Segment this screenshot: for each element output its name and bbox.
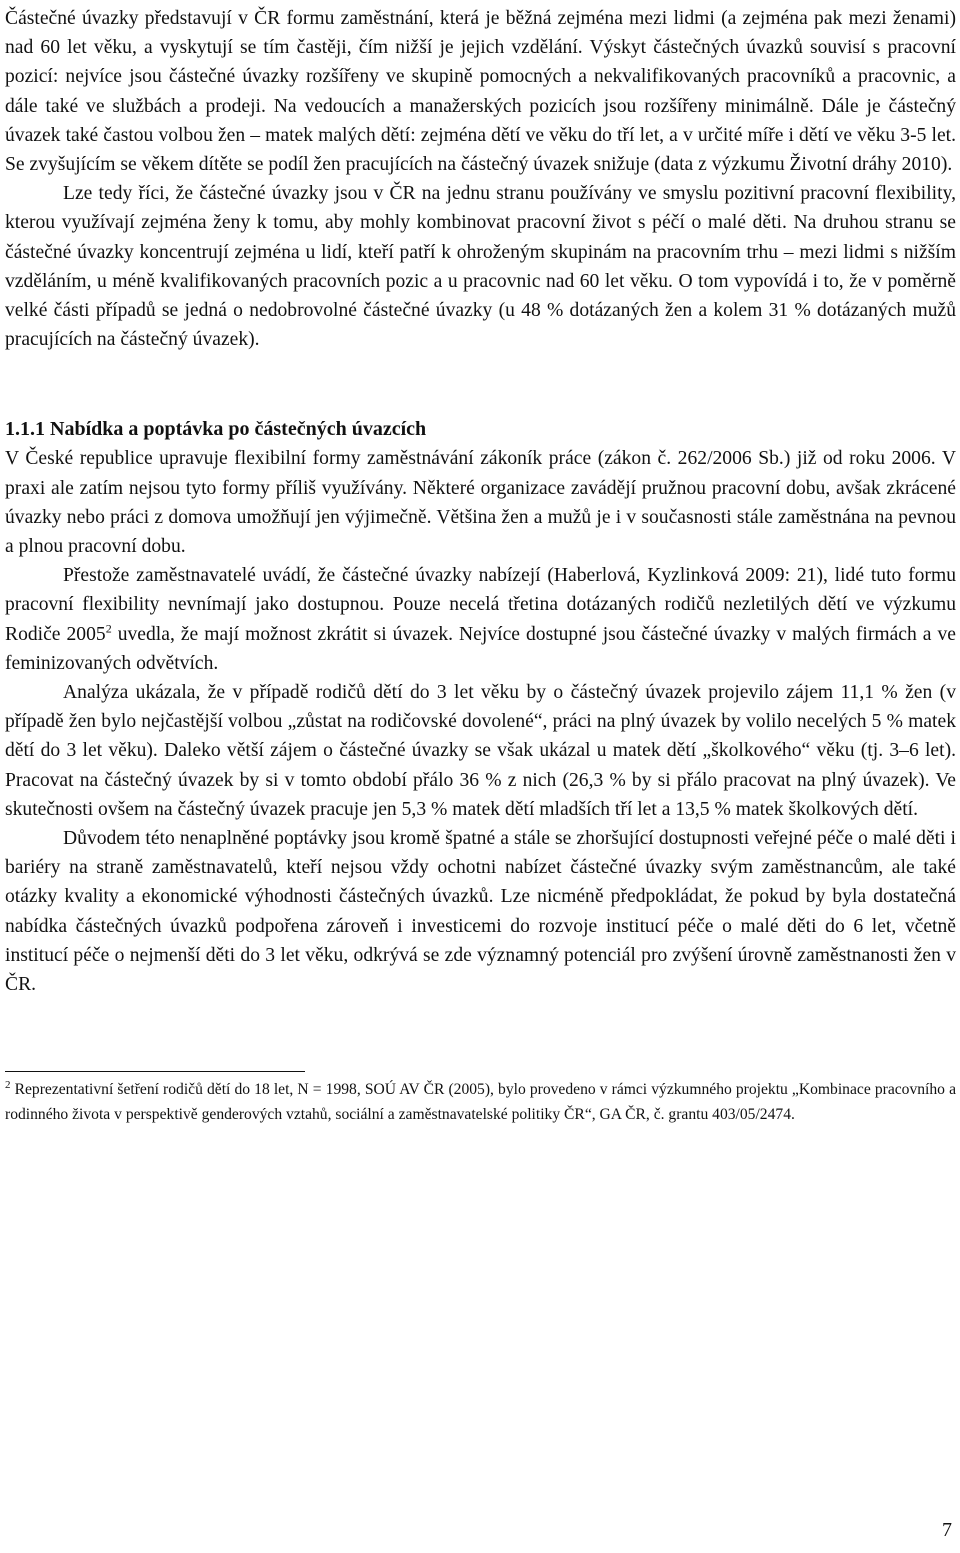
paragraph-part-time-overview: Částečné úvazky představují v ČR formu zaměstnání, která je běžná zejména mezi lidmi (a zejména pak mezi ženami) nad 60 let věku, a vyskytují se tím častěji, čím nižší je jejich vzdělání. Výskyt částečných úvazků souvisí s pracovní pozicí: nejvíce jsou částečné úvazky rozšířeny ve skupině pomocných a nekvalifikovaných pracovníků a pracovnic, a dále také ve službách a prodeji. Na vedoucích a manažerských pozicích jsou rozšířeny minimálně. Dále je částečný úvazek také častou volbou žen – matek malých dětí: zejména dětí ve věku do tří let, a v určité míře i dětí ve věku 3-5 let. Se zvyšujícím se věkem dítěte se podíl žen pracujících na částečný úvazek snižuje (data z výzkumu Životní dráhy 2010). [5,8,956,176]
section-heading: 1.1.1 Nabídka a poptávka po částečných úvazcích [5,418,427,441]
document-page [5,4,956,1127]
footnote-text: Reprezentativní šetření rodičů dětí do 18 let, N = 1998, SOÚ AV ČR (2005), bylo provedeno v rámci výzkumného projektu „Kombinace pracovního a rodinného života v perspektivě genderových vztahů, sociální a zaměstnavatelské politiky ČR“, GA ČR, č. grantu 403/05/2474. [5,1081,956,1123]
paragraph-employers [5,561,956,678]
paragraph-demand-reasons: Důvodem této nenaplněné poptávky jsou kromě špatné a stále se zhoršující dostupnosti veřejné péče o malé děti i bariéry na straně zaměstnavatelů, kteří nejsou vždy ochotni nabízet částečné úvazky svým zaměstnancům, ale také otázky kvality a ekonomické výhodnosti částečných úvazků. Lze nicméně předpokládat, že pokud by byla dostatečná nabídka částečných úvazků podpořena zároveň i investicemi do rozvoje institucí péče o malé děti do 6 let, včetně institucí péče o nejmenší děti do 3 let věku, odkrývá se zde významný potenciál pro zvýšení úrovně zaměstnanosti žen v ČR. [5,828,956,996]
footnote-divider [5,1071,305,1072]
footnote [5,1078,956,1127]
paragraph-employers-text-2: uvedla, že mají možnost zkrátit si úvazek. Nejvíce dostupné jsou částečné úvazky v malých firmách a ve feminizovaných odvětvích. [5,623,956,674]
page-number: 7 [942,1519,952,1541]
paragraph-employers-text-1: Přestože zaměstnavatelé uvádí, že částečné úvazky nabízejí (Haberlová, Kyzlinková 2009: 21), lidé tuto formu pracovní flexibility nevnímají jako dostupnou. Pouze necelá třetina dotázaných rodičů nezletilých dětí ve výzkumu Rodiče 2005 [5,565,956,645]
footnote-reference[interactable]: 2 [105,621,112,636]
footnote-number: 2 [5,1079,11,1092]
paragraph-flexibility: Lze tedy říci, že částečné úvazky jsou v ČR na jednu stranu používány ve smyslu pozitivní pracovní flexibility, kterou využívají zejména ženy k tomu, aby mohly kombinovat pracovní život s péčí o malé děti. Na druhou stranu se částečné úvazky koncentrují zejména u lidí, kteří patří k ohroženým skupinám na pracovním trhu – mezi lidmi s nižším vzděláním, u méně kvalifikovaných pracovních pozic a u pracovnic nad 60 let věku. O tom vypovídá i to, že v poměrně velké části případů se jedná o nedobrovolné částečné úvazky (u 48 % dotázaných žen a kolem 31 % dotázaných mužů pracujících na částečný úvazek). [5,183,956,351]
paragraph-analysis: Analýza ukázala, že v případě rodičů dětí do 3 let věku by o částečný úvazek projevilo zájem 11,1 % žen (v případě žen bylo nejčastější volbou „zůstat na rodičovské dovolené“, práci na plný úvazek by volilo necelých 5 % matek dětí do 3 let věku). Daleko větší zájem o částečné úvazky se však ukázal u matek dětí „školkového“ věku (tj. 3–6 let). Pracovat na částečný úvazek by si v tomto období přálo 36 % z nich (26,3 % by si přálo pracovat na plný úvazek). Ve skutečnosti ovšem na částečný úvazek pracuje jen 5,3 % matek dětí mladších tří let a 13,5 % matek školkových dětí. [5,682,956,820]
paragraph-labour-code: V České republice upravuje flexibilní formy zaměstnávání zákoník práce (zákon č. 262/2006 Sb.) již od roku 2006. V praxi ale zatím nejsou tyto formy příliš využívány. Některé organizace zavádějí pružnou pracovní dobu, avšak zkrácené úvazky nebo práci z domova umožňují jen výjimečně. Většina žen a mužů je i v současnosti stále zaměstnána na pevnou a plnou pracovní dobu. [5,448,956,558]
